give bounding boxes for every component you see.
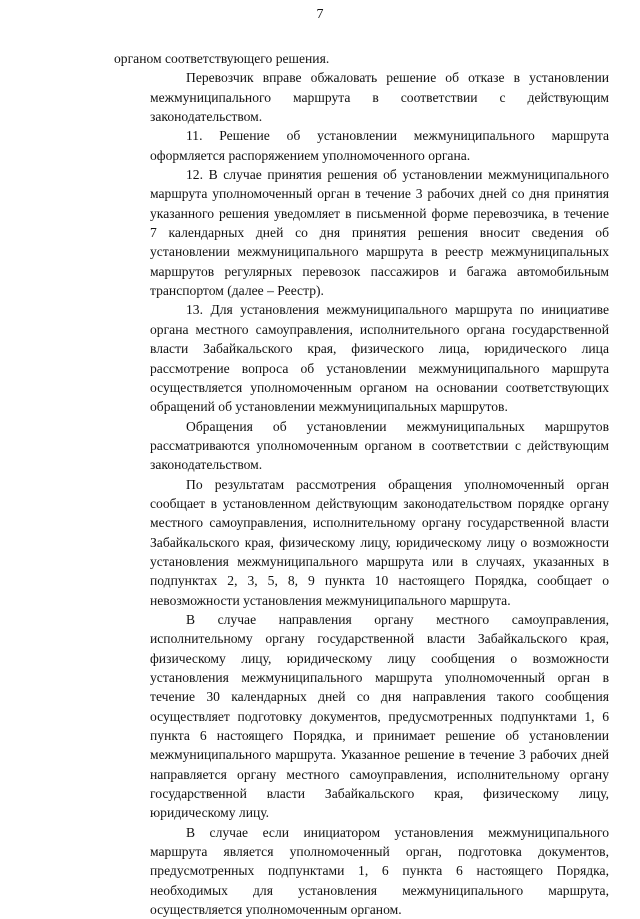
text-line: обращений об установлении межмуниципальных маршрутов. xyxy=(150,399,508,415)
paragraph xyxy=(114,165,609,300)
text-line: Перевозчик вправе обжаловать решение об отказе в установлении xyxy=(186,70,609,86)
text-line: законодательством. xyxy=(150,109,263,125)
paragraph xyxy=(114,475,609,610)
text-line: В случае если инициатором установления межмуниципального xyxy=(186,824,609,840)
text-line: течение 30 календарных дней со дня направления такого сообщения xyxy=(150,689,609,705)
text-line: рассматриваются уполномоченным органом в соответствии с действующим xyxy=(150,437,609,453)
text-line: подпунктах 2, 3, 5, 8, 9 пункта 10 настоящего Порядка, сообщает о xyxy=(150,573,609,589)
text-line: физическому лицу, юридическому лицу сообщения о возможности xyxy=(150,650,609,666)
text-line: 13. Для установления межмуниципального маршрута по инициативе xyxy=(186,302,609,318)
text-line: направляется органу местного самоуправления, исполнительному органу xyxy=(150,766,609,782)
text-line: органа местного самоуправления, исполнительного органа государственной xyxy=(150,321,609,337)
text-line: В случае направления органу местного самоуправления, xyxy=(186,611,609,627)
text-line: указанного решения уведомляет в письменной форме перевозчика, в течение xyxy=(150,205,609,221)
page-number: 7 xyxy=(316,7,324,22)
text-line: государственной власти Забайкальского края, физическому лицу, xyxy=(150,786,609,802)
text-line: предусмотренных подпунктами 1, 6 пункта 6 настоящего Порядка, xyxy=(150,863,609,879)
text-line: транспортом (далее – Реестр). xyxy=(150,283,324,299)
text-line: установления межмуниципального маршрута уполномоченный орган в xyxy=(150,670,609,685)
text-line: маршрутов регулярных перевозок пассажиров и багажа автомобильным xyxy=(150,263,609,279)
paragraph xyxy=(114,126,609,165)
text-line: межмуниципального маршрута. Указанное решение в течение 3 рабочих дней xyxy=(150,747,609,763)
text-line: Обращения об установлении межмуниципальных маршрутов xyxy=(186,418,609,434)
text-line: местного самоуправления, исполнительному органу государственной власти xyxy=(150,515,609,531)
text-line: 12. В случае принятия решения об установлении межмуниципального xyxy=(186,167,609,183)
text-line: невозможности установления межмуниципального маршрута. xyxy=(150,592,511,608)
text-line: оформляется распоряжением уполномоченного органа. xyxy=(150,147,471,163)
paragraph xyxy=(114,610,609,823)
paragraph xyxy=(114,49,609,68)
text-line: 7 календарных дней со дня принятия решения вносит сведения об xyxy=(150,225,609,241)
text-line: рассмотрение вопроса об установлении межмуниципального маршрута xyxy=(150,360,609,376)
text-line: осуществляется уполномоченным органом. xyxy=(150,902,402,918)
text-line: межмуниципального маршрута в соответствии с действующим xyxy=(150,89,609,105)
text-line: власти Забайкальского края, физического лица, юридического лица xyxy=(150,341,609,357)
text-line: Забайкальского края, физическому лицу, юридическому лицу о возможности xyxy=(150,534,609,550)
text-line: маршрута является уполномоченный орган, подготовка документов, xyxy=(150,844,609,860)
text-line: органом соответствующего решения. xyxy=(114,51,330,66)
text-line: осуществляет подготовку документов, предусмотренных подпунктами 1, 6 xyxy=(150,708,609,724)
text-line: маршрута уполномоченный орган в течение 3 рабочих дней со дня принятия xyxy=(150,186,609,202)
text-line: пункта 6 настоящего Порядка, и принимает решение об установлении xyxy=(150,728,609,744)
text-line: необходимых для установления межмуниципального маршрута, xyxy=(150,882,609,898)
text-line: установлении межмуниципального маршрута в реестр межмуниципальных xyxy=(150,244,609,260)
paragraph xyxy=(114,300,609,416)
text-line: По результатам рассмотрения обращения уполномоченный орган xyxy=(186,476,609,492)
text-line: сообщает в установленном действующим законодательством порядке органу xyxy=(150,495,609,511)
paragraph xyxy=(114,68,609,126)
paragraph xyxy=(114,417,609,475)
text-line: законодательством. xyxy=(150,457,263,473)
text-line: осуществляется уполномоченным органом на основании соответствующих xyxy=(150,379,609,395)
document-body xyxy=(114,49,609,919)
text-line: юридическому лицу. xyxy=(150,805,270,821)
text-line: установления межмуниципального маршрута или в случаях, указанных в xyxy=(150,553,609,569)
text-line: 11. Решение об установлении межмуниципального маршрута xyxy=(186,128,609,144)
text-line: исполнительному органу государственной власти Забайкальского края, xyxy=(150,631,609,647)
